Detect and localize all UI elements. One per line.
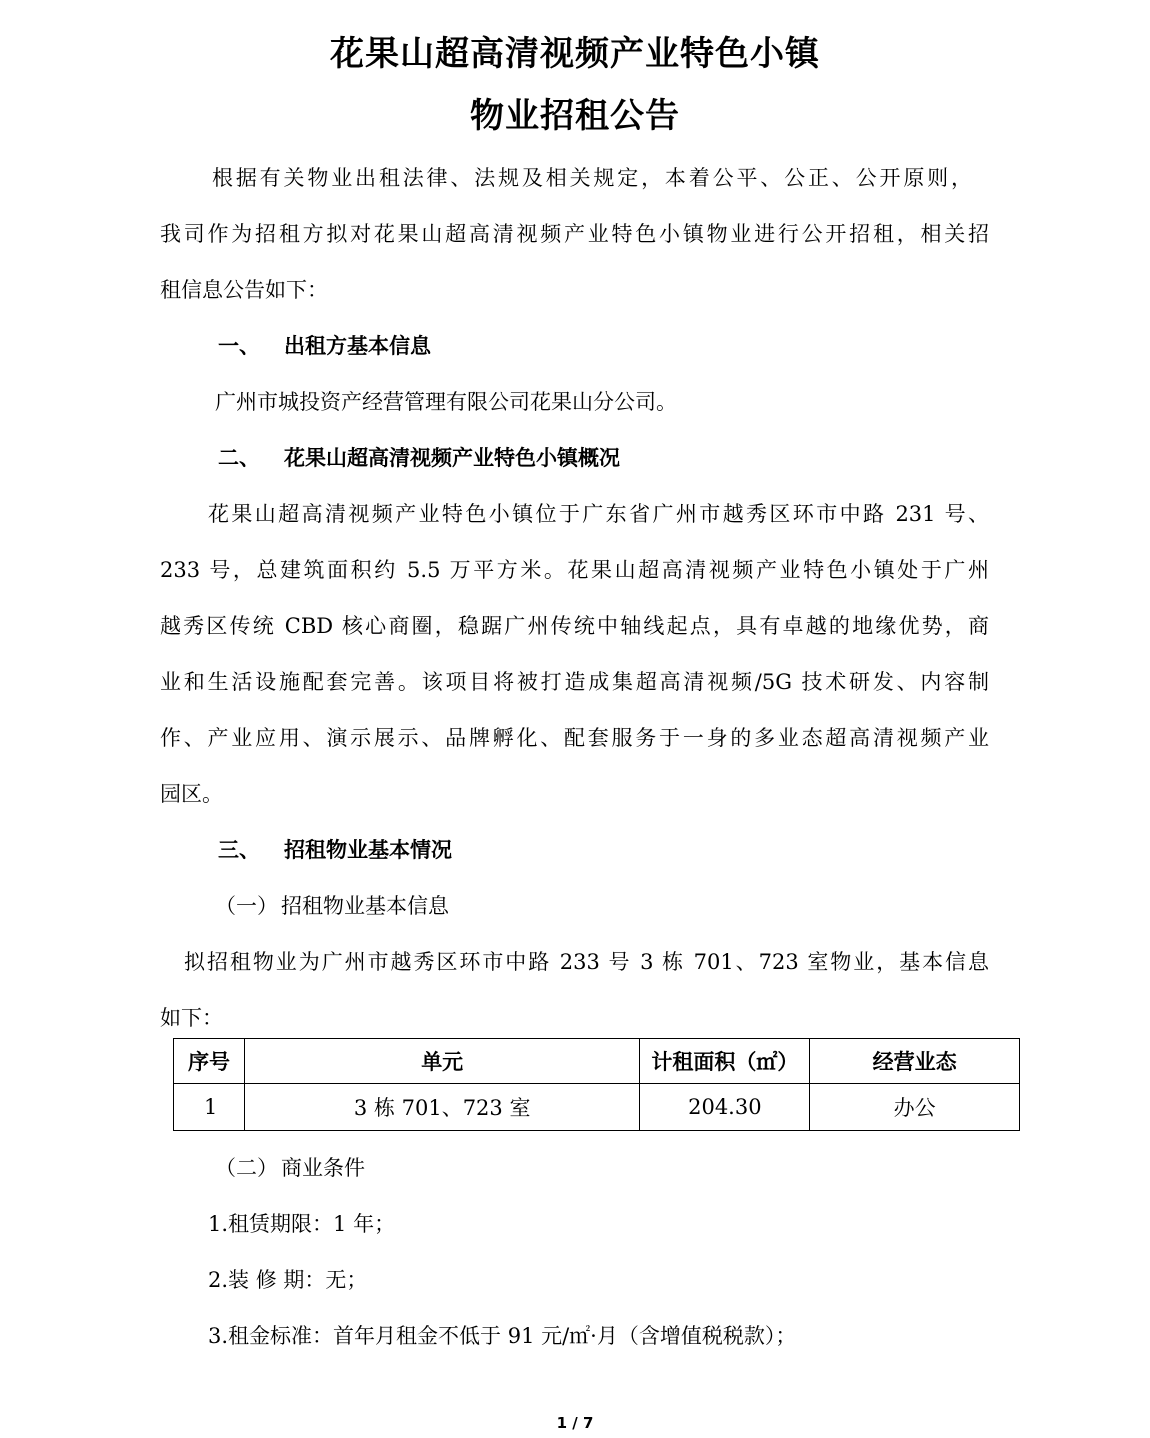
section-2-line: 园区。: [160, 782, 223, 806]
condition-item: 3.租金标准：首年月租金不低于 91 元/㎡·月（含增值税税款）；: [208, 1324, 797, 1348]
section-2-line: 作、产业应用、演示展示、品牌孵化、配套服务于一身的多业态超高清视频产业: [160, 726, 989, 750]
section-2-heading: [218, 443, 620, 473]
subsection-1-number: （一）: [215, 894, 278, 918]
section-1-heading: [218, 331, 431, 361]
subsection-1-line-2: 如下：: [160, 1006, 223, 1030]
intro-line-2: 我司作为招租方拟对花果山超高清视频产业特色小镇物业进行公开招租，相关招: [160, 222, 989, 246]
table-header-cell: 序号: [174, 1039, 245, 1084]
subsection-1-heading: [215, 891, 449, 921]
section-2-line: 越秀区传统 CBD 核心商圈，稳踞广州传统中轴线起点，具有卓越的地缘优势，商: [160, 614, 989, 638]
condition-item: 2.装 修 期：无；: [208, 1268, 368, 1292]
section-2-title: 花果山超高清视频产业特色小镇概况: [284, 446, 620, 470]
section-1-title: 出租方基本信息: [284, 334, 431, 358]
table-header-cell: 计租面积（㎡）: [640, 1039, 810, 1084]
subsection-2-title: 商业条件: [281, 1156, 365, 1180]
section-2-line: 业和生活设施配套完善。该项目将被打造成集超高清视频/5G 技术研发、内容制: [160, 670, 989, 694]
table-header-cell: 单元: [244, 1039, 639, 1084]
subsection-2-heading: [215, 1153, 365, 1183]
section-3-number: 三、: [218, 838, 260, 862]
subsection-1-title: 招租物业基本信息: [281, 894, 449, 918]
condition-item: 1.租赁期限：1 年；: [208, 1212, 396, 1236]
table-cell: 办公: [810, 1084, 1020, 1131]
section-1-number: 一、: [218, 334, 260, 358]
document-title-line2: 物业招租公告: [470, 96, 680, 136]
subsection-2-number: （二）: [215, 1156, 278, 1180]
document-title-line1: 花果山超高清视频产业特色小镇: [330, 34, 820, 74]
section-3-heading: [218, 835, 452, 865]
section-2-number: 二、: [218, 446, 260, 470]
page-number: 1 / 7: [556, 1414, 594, 1432]
table-cell: 204.30: [640, 1084, 810, 1131]
table-header-cell: 经营业态: [810, 1039, 1020, 1084]
subsection-1-line-1: 拟招租物业为广州市越秀区环市中路 233 号 3 栋 701、723 室物业，基本信息: [184, 950, 989, 974]
property-info-table: [173, 1038, 1020, 1131]
section-2-line: 花果山超高清视频产业特色小镇位于广东省广州市越秀区环市中路 231 号、: [208, 502, 989, 526]
section-2-line: 233 号，总建筑面积约 5.5 万平方米。花果山超高清视频产业特色小镇处于广州: [160, 558, 989, 582]
table-cell: 3 栋 701、723 室: [244, 1084, 639, 1131]
table-cell: 1: [174, 1084, 245, 1131]
table-row: [174, 1084, 1020, 1131]
section-3-title: 招租物业基本情况: [284, 838, 452, 862]
intro-line-1: 根据有关物业出租法律、法规及相关规定，本着公平、公正、公开原则，: [212, 166, 972, 190]
section-1-body: 广州市城投资产经营管理有限公司花果山分公司。: [215, 390, 677, 414]
intro-line-3: 租信息公告如下：: [160, 278, 328, 302]
table-header-row: [174, 1039, 1020, 1084]
